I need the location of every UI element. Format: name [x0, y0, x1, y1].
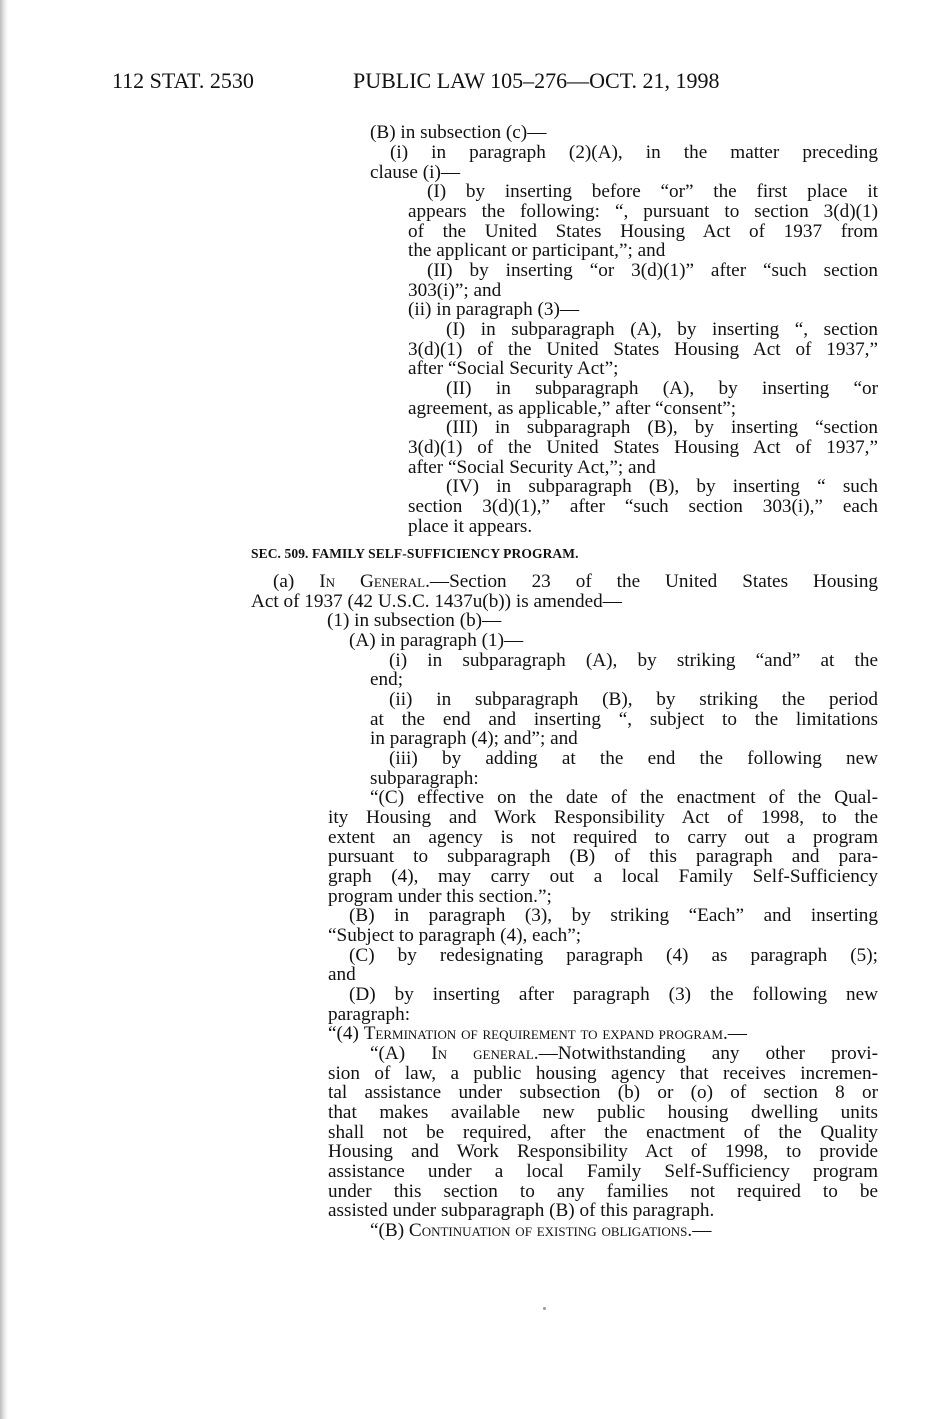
- text-line: 3(d)(1) of the United States Housing Act of 1937,”: [408, 339, 878, 360]
- paragraph-title: Termination of requirement to expand program: [363, 1023, 723, 1044]
- text-line: in paragraph (4); and”; and: [370, 728, 578, 749]
- text-line: at the end and inserting “, subject to the limitations: [370, 709, 878, 730]
- text-line: that makes available new public housing dwelling units: [328, 1102, 878, 1123]
- subparagraph-dash: .—: [687, 1220, 712, 1241]
- public-law-citation: PUBLIC LAW 105–276—OCT. 21, 1998: [353, 68, 720, 93]
- text-line: agreement, as applicable,” after “consent”;: [408, 398, 737, 419]
- subparagraph-title: In general: [431, 1043, 534, 1064]
- text-line: (III) in subparagraph (B), by inserting “section: [446, 417, 878, 438]
- text-line: (iii) by adding at the end the following new: [389, 748, 878, 769]
- text-line: (ii) in subparagraph (B), by striking the period: [389, 689, 878, 710]
- text-line: (i) in subparagraph (A), by striking “and” at the: [389, 650, 878, 671]
- text-line: and: [328, 964, 356, 985]
- text-line: 303(i)”; and: [408, 280, 502, 301]
- text-line: place it appears.: [408, 516, 533, 537]
- paragraph-dash: .—: [722, 1023, 747, 1044]
- text-line: (B) in paragraph (3), by striking “Each” and inserting: [349, 905, 878, 926]
- text-line: sion of law, a public housing agency that receives incremen-: [328, 1063, 878, 1084]
- text-line: shall not be required, after the enactment of the Quality: [328, 1122, 878, 1143]
- text-line: Housing and Work Responsibility Act of 1998, to provide: [328, 1141, 878, 1162]
- text-line: the applicant or participant,”; and: [408, 240, 666, 261]
- text-line: paragraph:: [328, 1004, 411, 1025]
- paragraph-label: “(4): [328, 1023, 364, 1044]
- subparagraph-a-heading: [370, 1044, 878, 1064]
- text-line: extent an agency is not required to carry out a program: [328, 827, 878, 848]
- subsection-title: In General: [319, 571, 426, 592]
- text-line: of the United States Housing Act of 1937 from: [408, 221, 878, 242]
- text-line: 3(d)(1) of the United States Housing Act of 1937,”: [408, 437, 878, 458]
- subparagraph-b-heading: [370, 1221, 711, 1241]
- text-line: (A) in paragraph (1)—: [349, 630, 524, 651]
- subsection-label: (a): [273, 571, 320, 592]
- text-line: after “Social Security Act,”; and: [408, 457, 656, 478]
- text-line: under this section to any families not required to be: [328, 1181, 878, 1202]
- text-line: graph (4), may carry out a local Family Self-Sufficiency: [328, 866, 878, 887]
- subparagraph-label: “(B): [370, 1220, 409, 1241]
- text-line: section 3(d)(1),” after “such section 303(i),” each: [408, 496, 878, 517]
- text-line: subparagraph:: [370, 768, 479, 789]
- text-line: (I) in subparagraph (A), by inserting “, section: [446, 319, 878, 340]
- subparagraph-title: Continuation of existing obligations: [408, 1220, 688, 1241]
- text-line: ity Housing and Work Responsibility Act of 1998, to the: [328, 807, 878, 828]
- text-line: tal assistance under subsection (b) or (o) of section 8 or: [328, 1082, 878, 1103]
- scan-speck: [543, 1307, 546, 1310]
- text-line: end;: [370, 669, 404, 690]
- text-line: (1) in subsection (b)—: [327, 610, 502, 631]
- text-line: assisted under subparagraph (B) of this paragraph.: [328, 1200, 715, 1221]
- text-line: assistance under a local Family Self-Sufficiency program: [328, 1161, 878, 1182]
- text-line: appears the following: “, pursuant to section 3(d)(1): [408, 201, 878, 222]
- text-line: (II) in subparagraph (A), by inserting “or: [446, 378, 878, 399]
- text-line: (II) by inserting “or 3(d)(1)” after “such section: [427, 260, 878, 281]
- text-line: clause (i)—: [370, 162, 461, 183]
- text-line: (ii) in paragraph (3)—: [408, 299, 580, 320]
- text-line: after “Social Security Act”;: [408, 358, 619, 379]
- subparagraph-text: .—Notwithstanding any other provi-: [533, 1043, 879, 1064]
- running-header: [112, 66, 812, 96]
- scan-shadow: [0, 0, 8, 1419]
- text-line: “Subject to paragraph (4), each”;: [328, 925, 582, 946]
- text-line: (I) by inserting before “or” the first place it: [427, 181, 878, 202]
- text-line: Act of 1937 (42 U.S.C. 1437u(b)) is amended—: [251, 591, 622, 612]
- text-line: (C) by redesignating paragraph (4) as paragraph (5);: [349, 945, 878, 966]
- text-line: (B) in subsection (c)—: [370, 122, 547, 143]
- text-line: program under this section.”;: [328, 886, 552, 907]
- text-line: (IV) in subparagraph (B), by inserting “ such: [446, 476, 878, 497]
- text-line: pursuant to subparagraph (B) of this paragraph and para-: [328, 846, 878, 867]
- text-line: (i) in paragraph (2)(A), in the matter preceding: [390, 142, 878, 163]
- text-line: “(C) effective on the date of the enactment of the Qual-: [370, 787, 878, 808]
- subparagraph-label: “(A): [370, 1043, 432, 1064]
- paragraph-4-heading: [328, 1024, 747, 1044]
- statute-page-number: 112 STAT. 2530: [112, 68, 254, 93]
- section-heading: SEC. 509. FAMILY SELF-SUFFICIENCY PROGRAM.: [251, 546, 579, 561]
- text-line: (D) by inserting after paragraph (3) the following new: [349, 984, 878, 1005]
- subsection-text: .—Section 23 of the United States Housing: [425, 571, 879, 592]
- subsection-a-heading: [273, 572, 878, 592]
